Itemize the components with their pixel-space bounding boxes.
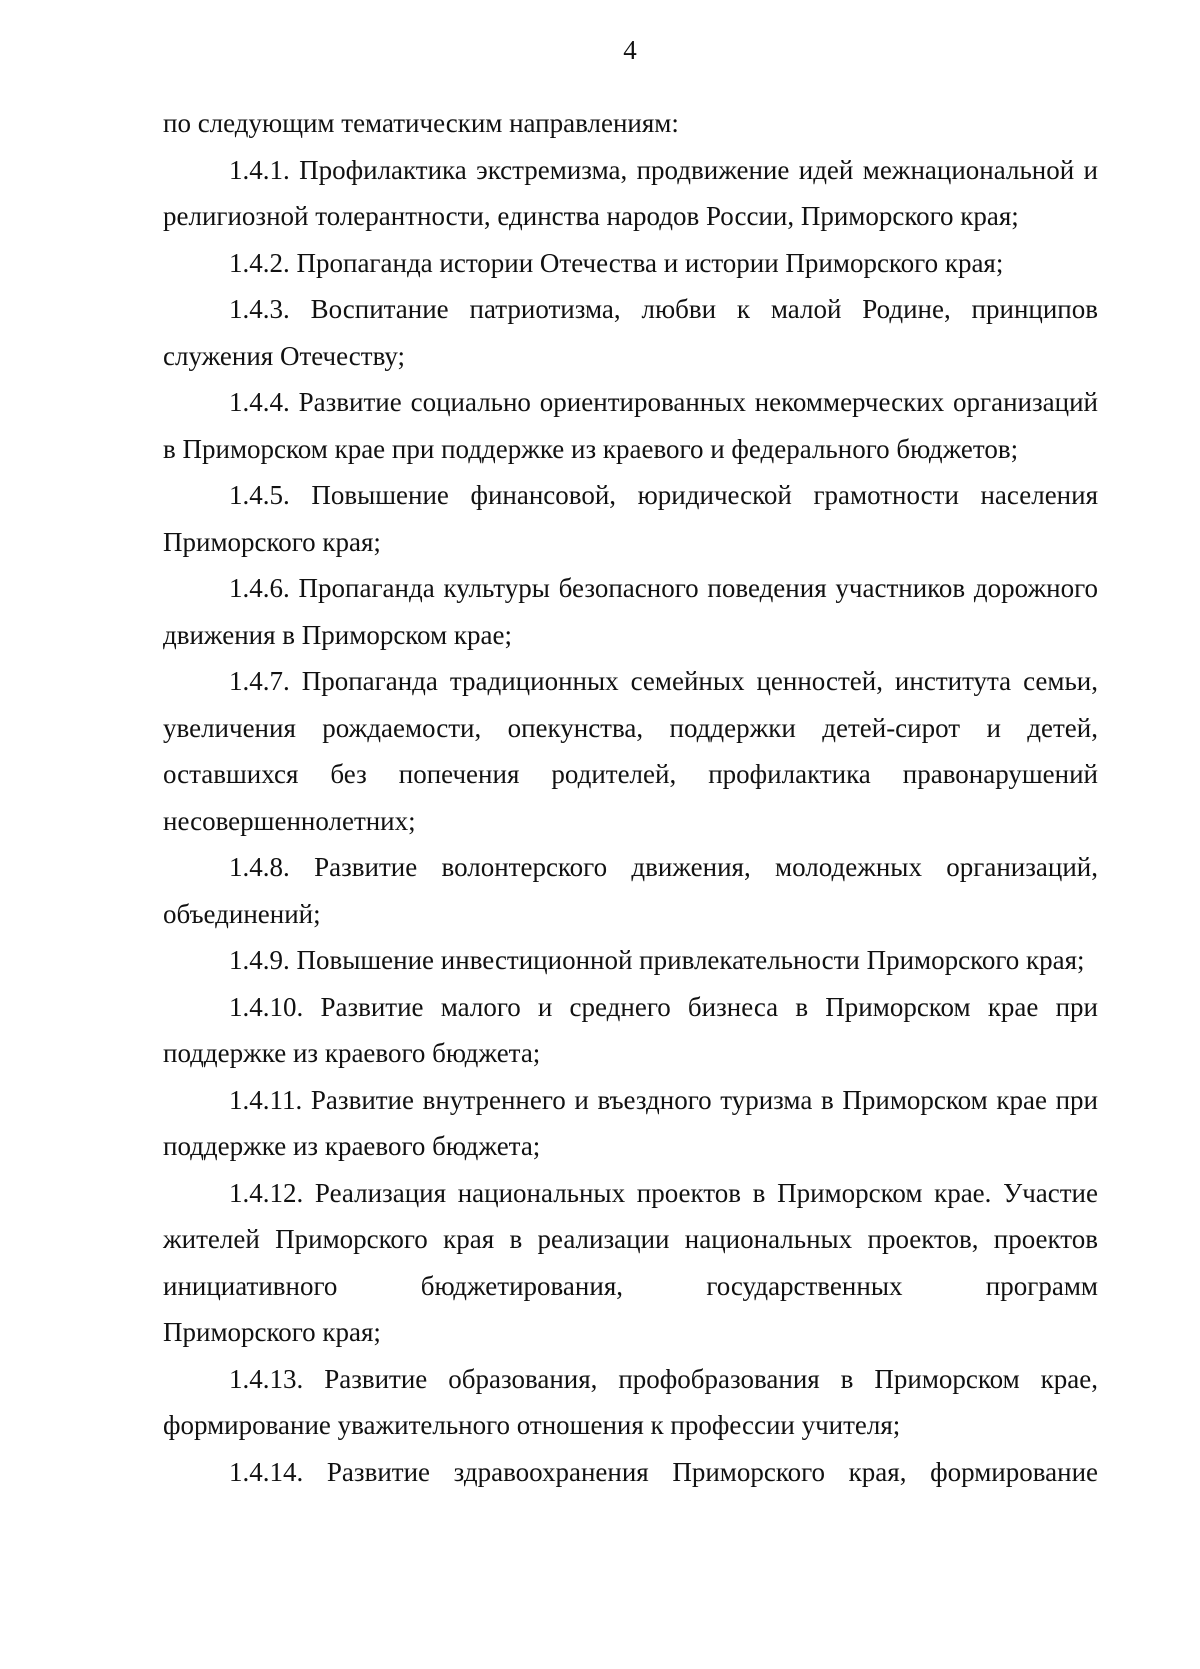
document-body [163,100,1098,1495]
text-line: 1.4.8. Развитие волонтерского движения, молодежных организаций, [229,852,1098,882]
paragraph-1-4-8 [163,844,1098,937]
paragraph-1-4-7 [163,658,1098,844]
paragraph-intro [163,100,1098,147]
text-line: Приморского края; [163,526,381,557]
text-line: 1.4.10. Развитие малого и среднего бизнеса в Приморском крае при [229,991,1098,1022]
paragraph-1-4-11 [163,1077,1098,1170]
text-line: объединений; [163,898,321,929]
paragraph-1-4-6 [163,565,1098,658]
text-line: увеличения рождаемости, опекунства, поддержки детей-сирот и детей, [163,712,1098,743]
paragraph-1-4-12 [163,1170,1098,1356]
text-line: служения Отечеству; [163,340,406,371]
paragraph-1-4-1 [163,147,1098,240]
text-line: в Приморском крае при поддержке из краевого и федерального бюджетов; [163,433,1019,464]
paragraph-1-4-3 [163,286,1098,379]
text-line: 1.4.7. Пропаганда традиционных семейных ценностей, института семьи, [229,666,1098,696]
text-line: 1.4.4. Развитие социально ориентированных некоммерческих организаций [229,387,1098,417]
text-line: 1.4.6. Пропаганда культуры безопасного поведения участников дорожного [229,573,1098,603]
paragraph-1-4-10 [163,984,1098,1077]
paragraph-1-4-13 [163,1356,1098,1449]
text-line: жителей Приморского края в реализации национальных проектов, проектов [163,1224,1098,1254]
text-line: 1.4.2. Пропаганда истории Отечества и истории Приморского края; [229,247,1004,278]
text-line: движения в Приморском крае; [163,619,512,650]
paragraph-1-4-2 [163,240,1098,287]
page-number: 4 [623,35,637,65]
text-line: формирование уважительного отношения к профессии учителя; [163,1410,901,1440]
text-line: инициативного бюджетирования, государственных программ [163,1270,1098,1301]
text-line: оставшихся без попечения родителей, профилактика правонарушений [163,759,1098,789]
text-line: религиозной толерантности, единства народов России, Приморского края; [163,201,1019,231]
text-line: 1.4.14. Развитие здравоохранения Приморского края, формирование [229,1456,1098,1487]
text-line: по следующим тематическим направлениям: [163,108,679,138]
text-line: 1.4.9. Повышение инвестиционной привлекательности Приморского края; [229,945,1085,975]
text-line: 1.4.13. Развитие образования, профобразования в Приморском крае, [229,1363,1098,1394]
text-line: поддержке из краевого бюджета; [163,1131,541,1161]
paragraph-1-4-5 [163,472,1098,565]
text-line: 1.4.3. Воспитание патриотизма, любви к малой Родине, принципов [229,294,1098,324]
text-line: Приморского края; [163,1317,381,1347]
text-line: 1.4.1. Профилактика экстремизма, продвижение идей межнациональной и [229,154,1098,185]
paragraph-1-4-4 [163,379,1098,472]
text-line: несовершеннолетних; [163,805,416,836]
text-line: 1.4.5. Повышение финансовой, юридической грамотности населения [229,480,1098,510]
paragraph-1-4-9 [163,937,1098,984]
text-line: поддержке из краевого бюджета; [163,1038,541,1068]
text-line: 1.4.12. Реализация национальных проектов в Приморском крае. Участие [229,1177,1098,1208]
paragraph-1-4-14 [163,1449,1098,1496]
text-line: 1.4.11. Развитие внутреннего и въездного туризма в Приморском крае при [229,1084,1098,1115]
